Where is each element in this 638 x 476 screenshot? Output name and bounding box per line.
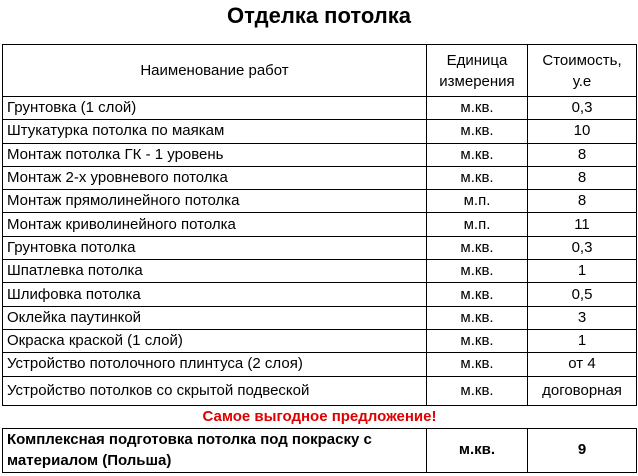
row-name: Грунтовка (1 слой) [3,97,427,120]
header-unit: Единица измерения [427,45,528,97]
row-unit: м.кв. [427,306,528,329]
row-unit: м.кв. [427,143,528,166]
row-price: 11 [528,213,637,236]
row-price: 0,3 [528,236,637,259]
promo-text: Самое выгодное предложение! [3,405,637,428]
table-row [3,143,637,166]
price-table [2,44,637,473]
table-row [3,376,637,405]
row-unit: м.кв. [427,97,528,120]
row-price: 8 [528,166,637,189]
row-price: 8 [528,190,637,213]
final-unit: м.кв. [427,428,528,472]
final-price: 9 [528,428,637,472]
row-unit: м.кв. [427,120,528,143]
row-name: Оклейка паутинкой [3,306,427,329]
row-name: Монтаж 2-х уровневого потолка [3,166,427,189]
row-price: от 4 [528,353,637,376]
table-row [3,283,637,306]
row-price: 0,5 [528,283,637,306]
table-row [3,190,637,213]
row-name: Монтаж прямолинейного потолка [3,190,427,213]
row-unit: м.п. [427,190,528,213]
row-price: 10 [528,120,637,143]
table-row [3,260,637,283]
row-price: договорная [528,376,637,405]
row-unit: м.кв. [427,166,528,189]
row-name: Шпатлевка потолка [3,260,427,283]
row-price: 0,3 [528,97,637,120]
row-unit: м.кв. [427,236,528,259]
row-unit: м.кв. [427,353,528,376]
row-price: 3 [528,306,637,329]
row-price: 8 [528,143,637,166]
table-row [3,213,637,236]
header-name: Наименование работ [3,45,427,97]
promo-row [3,405,637,428]
table-header-row [3,45,637,97]
table-row [3,306,637,329]
row-name: Устройство потолочного плинтуса (2 слоя) [3,353,427,376]
table-row [3,166,637,189]
table-row [3,120,637,143]
row-unit: м.кв. [427,329,528,352]
row-price: 1 [528,260,637,283]
table-row [3,236,637,259]
header-price: Стоимость, у.е [528,45,637,97]
table-row [3,97,637,120]
row-name: Монтаж криволинейного потолка [3,213,427,236]
row-unit: м.кв. [427,260,528,283]
page-title: Отделка потолка [227,3,411,28]
table-row [3,329,637,352]
row-price: 1 [528,329,637,352]
row-name: Монтаж потолка ГК - 1 уровень [3,143,427,166]
final-name: Комплексная подготовка потолка под покраску с материалом (Польша) [3,428,427,472]
row-name: Штукатурка потолка по маякам [3,120,427,143]
final-offer-row [3,428,637,472]
row-name: Шлифовка потолка [3,283,427,306]
row-unit: м.кв. [427,283,528,306]
table-row [3,353,637,376]
row-name: Устройство потолков со скрытой подвеской [3,376,427,405]
row-name: Грунтовка потолка [3,236,427,259]
row-unit: м.кв. [427,376,528,405]
row-unit: м.п. [427,213,528,236]
row-name: Окраска краской (1 слой) [3,329,427,352]
